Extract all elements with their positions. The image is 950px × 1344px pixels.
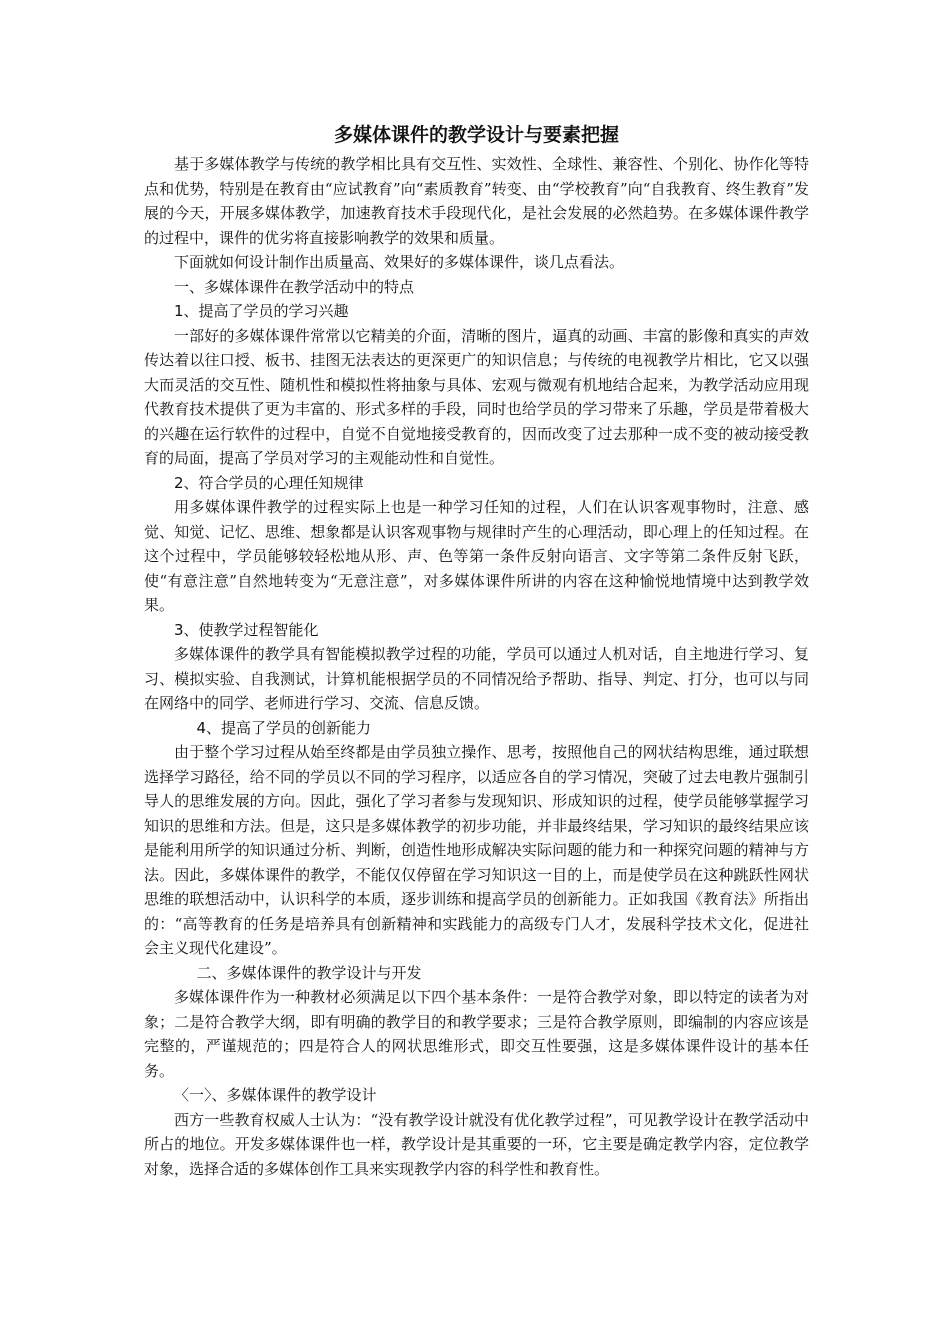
subsection-heading-1: 1、提高了学员的学习兴趣 xyxy=(174,302,349,320)
body-paragraph: 由于整个学习过程从始至终都是由学员独立操作、思考，按照他自己的网状结构思维，通过联想选择学习路径，给不同的学员以不同的学习程序，以适应各自的学习情况，突破了过去电教片强制引导人的思维发展的方向。因此，强化了学习者参与发现知识、形成知识的过程，使学员能够掌握学习知识的思维和方法。但是，这只是多媒体教学的初步功能，并非最终结果，学习知识的最终结果应该是能利用所学的知识通过分析、判断，创造性地形成解决实际问题的能力和一种探究问题的精神与方法。因此，多媒体课件的教学，不能仅仅停留在学习知识这一目的上，而是使学员在这种跳跃性网状思维的联想活动中，认识科学的本质，逐步训练和提高学员的创新能力。正如我国《教育法》所指出的：“高等教育的任务是培养具有创新精神和实践能力的高级专门人才，发展科学技术文化，促进社会主义现代化建设”。 xyxy=(144,743,809,957)
intro-paragraph-2: 下面就如何设计制作出质量高、效果好的多媒体课件，谈几点看法。 xyxy=(174,253,625,271)
subsection-heading-2: 2、符合学员的心理任知规律 xyxy=(174,473,364,492)
body-paragraph: 用多媒体课件教学的过程实际上也是一种学习任知的过程，人们在认识客观事物时，注意、感觉、知觉、记忆、思维、想象都是认识客观事物与规律时产生的心理活动，即心理上的任知过程。在这个过程中，学员能够较轻松地从形、声、色等第一条件反射向语言、文字等第二条件反射飞跃，使“有意注意”自然地转变为“无意注意”，对多媒体课件所讲的内容在这种愉悦地情境中达到教学效果。 xyxy=(144,498,809,614)
body-paragraph: 多媒体课件作为一种教材必须满足以下四个基本条件：一是符合教学对象，即以特定的读者为对象；二是符合教学大纲，即有明确的教学目的和教学要求；三是符合教学原则，即编制的内容应该是完整的，严谨规范的；四是符合人的网状思维形式，即交互性要强，这是多媒体课件设计的基本任务。 xyxy=(144,988,809,1080)
intro-paragraph: 基于多媒体教学与传统的教学相比具有交互性、实效性、全球性、兼容性、个别化、协作化等特点和优势，特别是在教育由“应试教育”向“素质教育”转变、由“学校教育”向“自我教育、终生教育”发展的今天，开展多媒体教学，加速教育技术手段现代化，是社会发展的必然趋势。在多媒体课件教学的过程中，课件的优劣将直接影响教学的效果和质量。 xyxy=(144,155,809,247)
subsection-heading-4: 4、提高了学员的创新能力 xyxy=(196,718,372,737)
section-heading-1: 一、多媒体课件在教学活动中的特点 xyxy=(174,277,415,296)
body-paragraph: 一部好的多媒体课件常常以它精美的介面，清晰的图片，逼真的动画、丰富的影像和真实的声效传达着以往口授、板书、挂图无法表达的更深更广的知识信息；与传统的电视教学片相比，它又以强大而灵活的交互性、随机性和模拟性将抽象与具体、宏观与微观有机地结合起来，为教学活动应用现代教育技术提供了更为丰富的、形式多样的手段，同时也给学员的学习带来了乐趣，学员是带着极大的兴趣在运行软件的过程中，自觉不自觉地接受教育的，因而改变了过去那种一成不变的被动接受教育的局面，提高了学员对学习的主观能动性和自觉性。 xyxy=(144,326,809,467)
body-paragraph: 西方一些教育权威人士认为：“没有教学设计就没有优化教学过程”，可见教学设计在教学活动中所占的地位。开发多媒体课件也一样，教学设计是其重要的一环，它主要是确定教学内容，定位教学对象，选择合适的多媒体创作工具来实现教学内容的科学性和教育性。 xyxy=(144,1110,809,1178)
subsection-heading-5: 〈一〉、多媒体课件的教学设计 xyxy=(174,1086,377,1104)
body-paragraph: 多媒体课件的教学具有智能模拟教学过程的功能，学员可以通过人机对话，自主地进行学习、复习、模拟实验、自我测试，计算机能根据学员的不同情况给予帮助、指导、判定、打分，也可以与同在网络中的同学、老师进行学习、交流、信息反馈。 xyxy=(144,645,809,712)
subsection-heading-3: 3、使教学过程智能化 xyxy=(174,620,319,639)
document-title: 多媒体课件的教学设计与要素把握 xyxy=(333,124,619,146)
document-body xyxy=(144,122,809,1181)
section-heading-2: 二、多媒体课件的教学设计与开发 xyxy=(196,963,422,982)
